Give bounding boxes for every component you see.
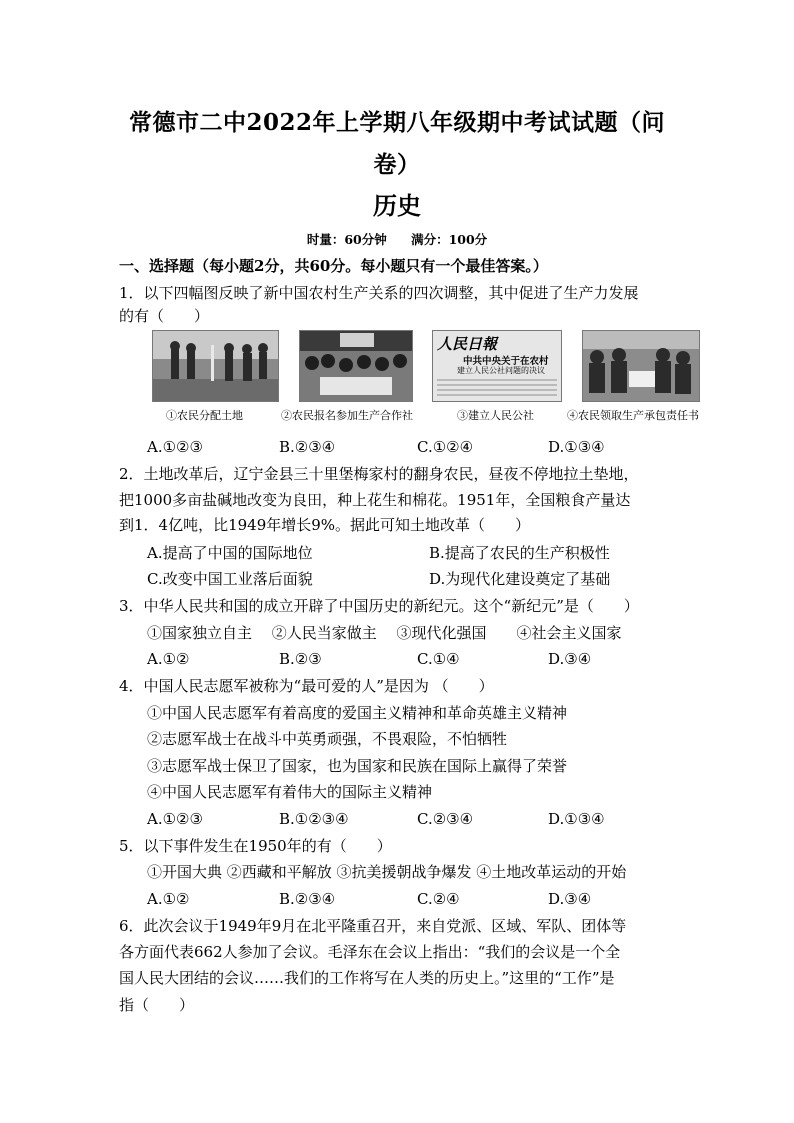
newspaper-headline-2: 建立人民公社问题的决议 — [457, 366, 545, 375]
q4-option-d[interactable]: D.①③④ — [548, 810, 605, 828]
photo-farmers-land — [152, 330, 279, 402]
section-heading: 一、选择题（每小题2分，共60分。每小题只有一个最佳答案。） — [119, 257, 548, 275]
q5-option-b[interactable]: B.②③④ — [279, 890, 336, 908]
q3-option-d[interactable]: D.③④ — [548, 650, 592, 668]
q6-stem-line2: 各方面代表662人参加了会议。毛泽东在会议上指出：“我们的会议是一个全 — [119, 943, 621, 961]
full-score: 满分：100分 — [411, 232, 488, 247]
newspaper-masthead: 人民日報 — [437, 335, 498, 353]
q6-stem-line1: 6．此次会议于1949年9月在北平隆重召开，来自党派、区域、军队、团体等 — [119, 917, 627, 935]
q3-items: ①国家独立自主 ②人民当家做主 ③现代化强国 ④社会主义国家 — [147, 624, 622, 642]
q2-stem-line3: 到1．4亿吨，比1949年增长9%。据此可知土地改革（ ） — [119, 516, 531, 534]
q4-option-c[interactable]: C.②③④ — [417, 810, 474, 828]
time-limit: 时量：60分钟 — [306, 232, 387, 247]
photo-caption-1: ①农民分配土地 — [166, 409, 243, 422]
q6-stem-line3: 国人民大团结的会议……我们的工作将写在人类的历史上。”这里的“工作”是 — [119, 969, 615, 987]
newspaper-headline-1: 中共中央关于在农村 — [463, 356, 549, 367]
q5-items: ①开国大典 ②西藏和平解放 ③抗美援朝战争爆发 ④土地改革运动的开始 — [147, 863, 627, 881]
q4-item-3: ③志愿军战士保卫了国家，也为国家和民族在国际上赢得了荣誉 — [147, 757, 568, 775]
q4-item-2: ②志愿军战士在战斗中英勇顽强，不畏艰险，不怕牺牲 — [147, 730, 508, 748]
q4-item-4: ④中国人民志愿军有着伟大的国际主义精神 — [147, 783, 433, 801]
q5-option-a[interactable]: A.①② — [147, 890, 190, 908]
subject-title: 历史 — [373, 191, 421, 220]
q5-option-d[interactable]: D.③④ — [548, 890, 592, 908]
q1-option-b[interactable]: B.②③④ — [279, 438, 336, 456]
q2-stem-line2: 把1000多亩盐碱地改变为良田，种上花生和棉花。1951年，全国粮食产量达 — [119, 491, 631, 509]
photo-caption-3: ③建立人民公社 — [457, 409, 534, 422]
q1-option-c[interactable]: C.①②④ — [417, 438, 474, 456]
q3-option-b[interactable]: B.②③ — [279, 650, 322, 668]
q2-option-c[interactable]: C.改变中国工业落后面貌 — [147, 570, 313, 588]
exam-title-line2: 卷） — [373, 151, 421, 178]
exam-title-line1: 常德市二中2022年上学期八年级期中考试试题（问 — [128, 109, 665, 136]
q1-option-a[interactable]: A.①②③ — [147, 438, 203, 456]
q2-option-b[interactable]: B.提高了农民的生产积极性 — [429, 544, 610, 562]
q4-item-1: ①中国人民志愿军有着高度的爱国主义精神和革命英雄主义精神 — [147, 704, 568, 722]
q3-option-c[interactable]: C.①④ — [417, 650, 460, 668]
q1-stem-line1: 1．以下四幅图反映了新中国农村生产关系的四次调整，其中促进了生产力发展 — [119, 284, 639, 302]
q1-stem-line2: 的有（ ） — [119, 307, 210, 325]
q4-option-a[interactable]: A.①②③ — [147, 810, 203, 828]
q3-option-a[interactable]: A.①② — [147, 650, 190, 668]
q5-option-c[interactable]: C.②④ — [417, 890, 460, 908]
q5-stem: 5．以下事件发生在1950年的有（ ） — [119, 837, 392, 855]
q1-option-d[interactable]: D.①③④ — [548, 438, 605, 456]
photo-cooperative — [299, 330, 413, 402]
q2-stem-line1: 2．土地改革后，辽宁金县三十里堡梅家村的翻身农民，昼夜不停地拉土垫地， — [119, 465, 639, 483]
q3-stem: 3．中华人民共和国的成立开辟了中国历史的新纪元。这个“新纪元”是（ ） — [119, 597, 639, 615]
q2-option-a[interactable]: A.提高了中国的国际地位 — [147, 544, 313, 562]
photo-caption-4: ④农民领取生产承包责任书 — [567, 409, 699, 422]
photo-caption-2: ②农民报名参加生产合作社 — [281, 409, 413, 422]
photo-newspaper — [432, 330, 562, 402]
q4-stem: 4．中国人民志愿军被称为“最可爱的人”是因为 （ ） — [119, 677, 494, 695]
photo-contract — [582, 330, 700, 402]
exam-meta — [0, 230, 794, 248]
q6-stem-line4: 指（ ） — [119, 996, 195, 1014]
q2-option-d[interactable]: D.为现代化建设奠定了基础 — [429, 570, 611, 588]
q4-option-b[interactable]: B.①②③④ — [279, 810, 349, 828]
